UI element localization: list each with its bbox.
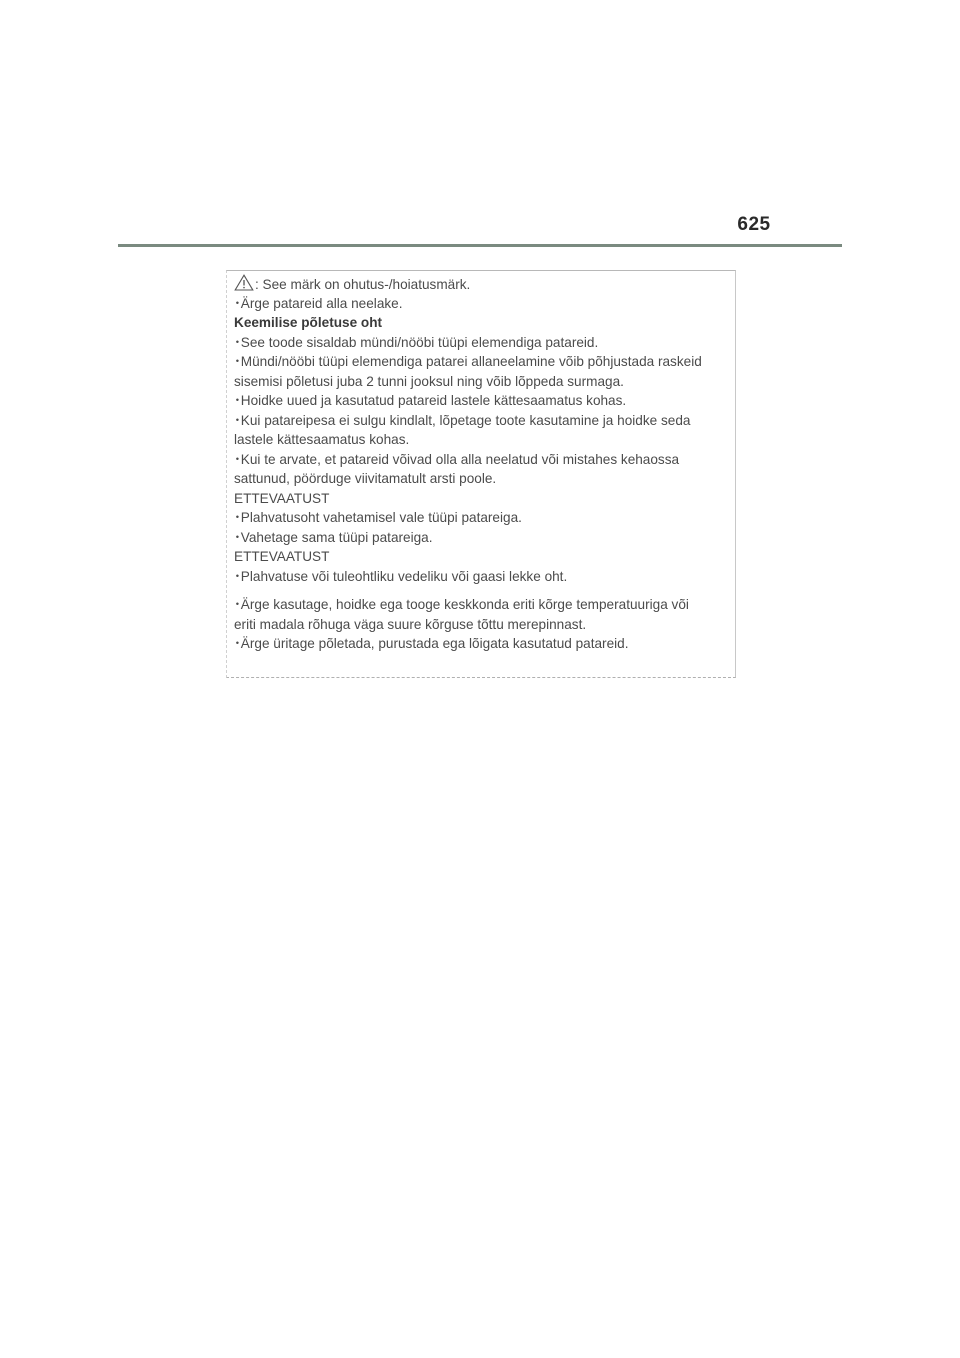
text-line: ･Vahetage sama tüüpi patareiga. bbox=[234, 529, 433, 545]
text-line: ･Ärge üritage põletada, purustada ega lõigata kasutatud patareid. bbox=[234, 636, 629, 651]
section-heading: ETTEVAATUST bbox=[234, 549, 330, 564]
text-line: lastele kättesaamatus kohas. bbox=[234, 432, 410, 447]
section-heading: ETTEVAATUST bbox=[234, 490, 330, 506]
text-line: ･Plahvatuse või tuleohtliku vedeliku või gaasi lekke oht. bbox=[234, 568, 568, 584]
text-line: sisemisi põletusi juba 2 tunni jooksul ning võib lõppeda surmaga. bbox=[234, 373, 624, 389]
warning-triangle-icon bbox=[234, 274, 254, 291]
warning-symbol-text: : See märk on ohutus-/hoiatusmärk. bbox=[255, 277, 471, 292]
battery-warning-text bbox=[234, 274, 730, 654]
text-line: ･Mündi/nööbi tüüpi elemendiga patarei allaneelamine võib põhjustada raskeid bbox=[234, 354, 702, 369]
text-line: eriti madala rõhuga väga suure kõrguse tõttu merepinnast. bbox=[234, 616, 587, 632]
text-line: ･Ärge patareid alla neelake. bbox=[234, 295, 403, 311]
text-line: ･Plahvatusoht vahetamisel vale tüüpi patareiga. bbox=[234, 510, 522, 525]
text-line: ･See toode sisaldab mündi/nööbi tüüpi elemendiga patareid. bbox=[234, 334, 599, 350]
text-line: sattunud, pöörduge viivitamatult arsti poole. bbox=[234, 471, 497, 486]
page-number: 625 bbox=[737, 214, 771, 235]
text-line: ･Kui te arvate, et patareid võivad olla alla neelatud või mistahes kehaossa bbox=[234, 451, 680, 467]
section-heading: Keemilise põletuse oht bbox=[234, 315, 383, 330]
text-line: ･Kui patareipesa ei sulgu kindlalt, lõpetage toote kasutamine ja hoidke seda bbox=[234, 412, 691, 428]
header-rule bbox=[118, 244, 842, 247]
text-line: ･Hoidke uued ja kasutatud patareid lastele kättesaamatus kohas. bbox=[234, 393, 627, 408]
text-line: ･Ärge kasutage, hoidke ega tooge keskkonda eriti kõrge temperatuuriga või bbox=[234, 597, 689, 612]
warning-symbol-line bbox=[234, 274, 730, 294]
